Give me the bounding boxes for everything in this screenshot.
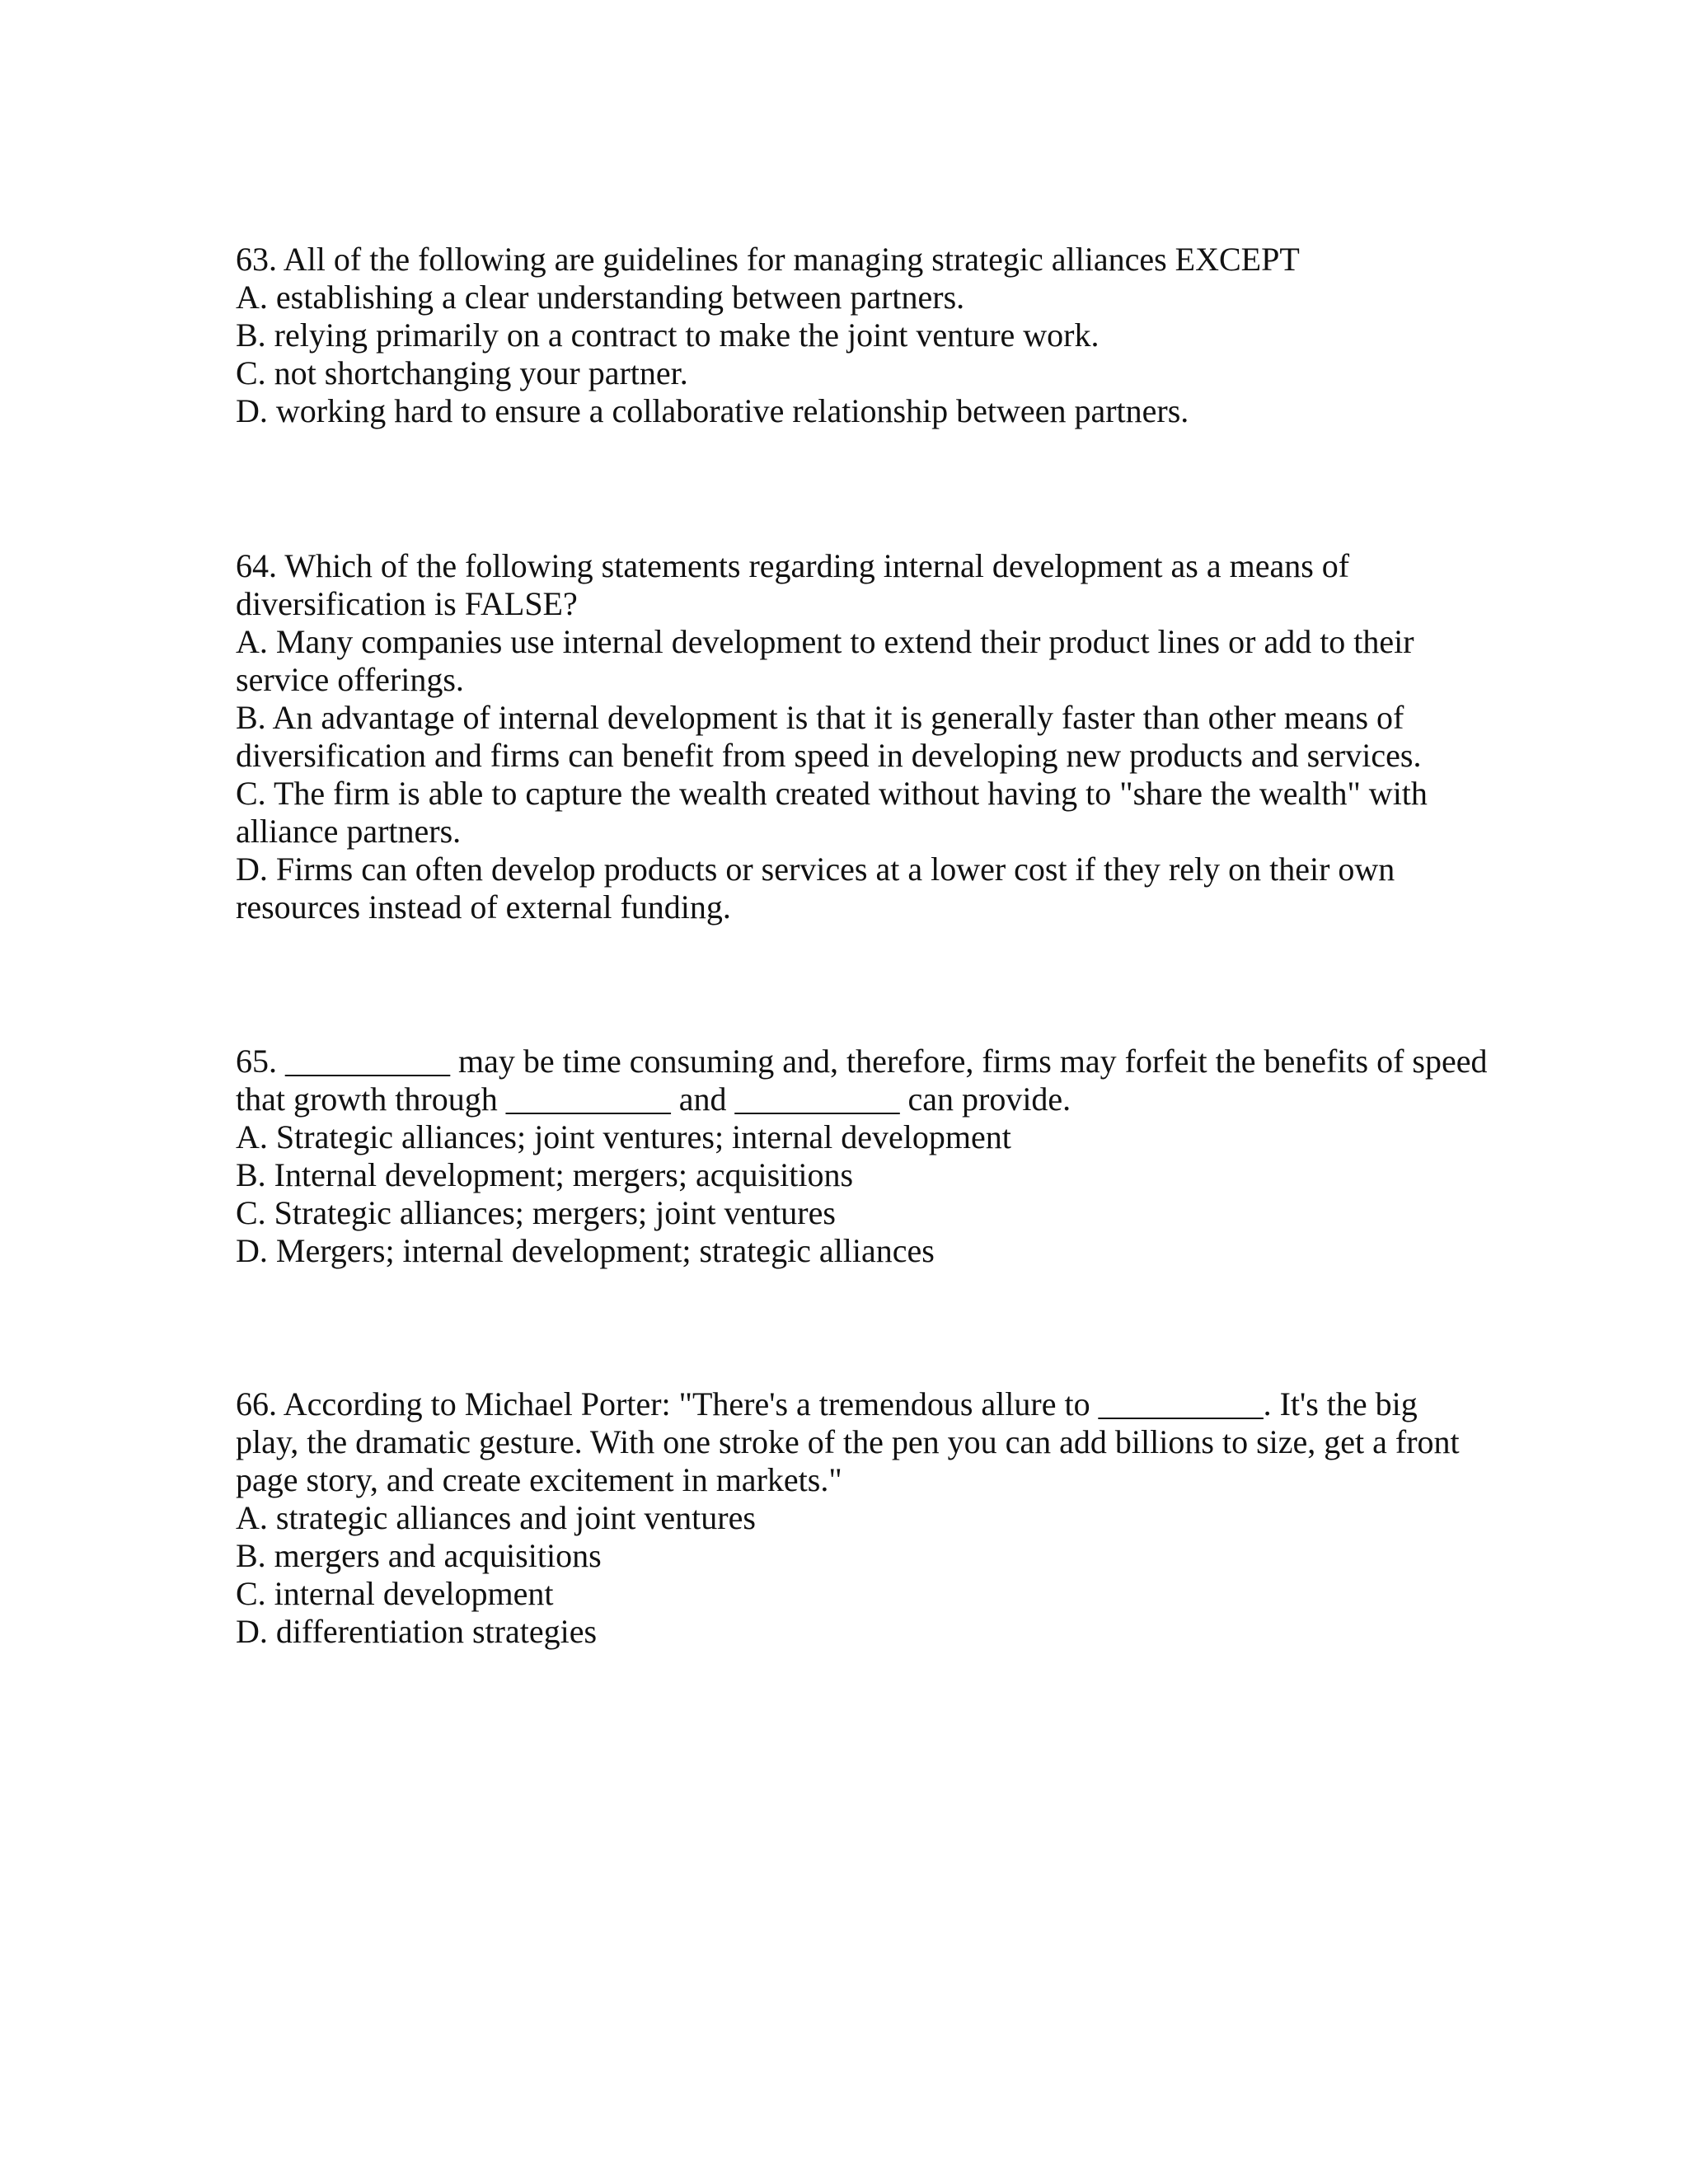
question-64	[236, 547, 1489, 926]
question-66	[236, 1385, 1489, 1651]
question-stem: 66. According to Michael Porter: "There's a tremendous allure to __________. It's the big play, the dramatic gesture. With one stroke of the pen you can add billions to size, get a front page story, and create excitement in markets."	[236, 1385, 1460, 1498]
answer-option-a: A. establishing a clear understanding between partners.	[236, 279, 965, 316]
answer-option-b: B. Internal development; mergers; acquisitions	[236, 1156, 854, 1193]
question-63	[236, 241, 1489, 430]
answer-option-a: A. Many companies use internal development to extend their product lines or add to their service offerings.	[236, 623, 1414, 698]
answer-option-a: A. strategic alliances and joint ventures	[236, 1499, 756, 1536]
answer-option-c: C. Strategic alliances; mergers; joint ventures	[236, 1194, 836, 1231]
question-stem: 63. All of the following are guidelines for managing strategic alliances EXCEPT	[236, 241, 1300, 278]
answer-option-c: C. not shortchanging your partner.	[236, 354, 688, 391]
answer-option-d: D. Firms can often develop products or services at a lower cost if they rely on their own resources instead of external funding.	[236, 851, 1395, 926]
answer-option-c: C. The firm is able to capture the wealth created without having to "share the wealth" with alliance partners.	[236, 775, 1428, 850]
answer-option-d: D. Mergers; internal development; strategic alliances	[236, 1232, 935, 1269]
question-stem: 65. __________ may be time consuming and, therefore, firms may forfeit the benefits of speed that growth through __________ and __________ can provide.	[236, 1043, 1488, 1118]
answer-option-c: C. internal development	[236, 1575, 554, 1612]
answer-option-d: D. differentiation strategies	[236, 1613, 598, 1650]
answer-option-d: D. working hard to ensure a collaborative relationship between partners.	[236, 392, 1189, 429]
answer-option-b: B. An advantage of internal development is that it is generally faster than other means of diversification and firms can benefit from speed in developing new products and services.	[236, 699, 1422, 774]
question-65	[236, 1043, 1489, 1270]
answer-option-a: A. Strategic alliances; joint ventures; internal development	[236, 1118, 1011, 1155]
answer-option-b: B. relying primarily on a contract to make the joint venture work.	[236, 316, 1100, 354]
answer-option-b: B. mergers and acquisitions	[236, 1537, 602, 1574]
question-stem: 64. Which of the following statements regarding internal development as a means of diversification is FALSE?	[236, 547, 1350, 622]
